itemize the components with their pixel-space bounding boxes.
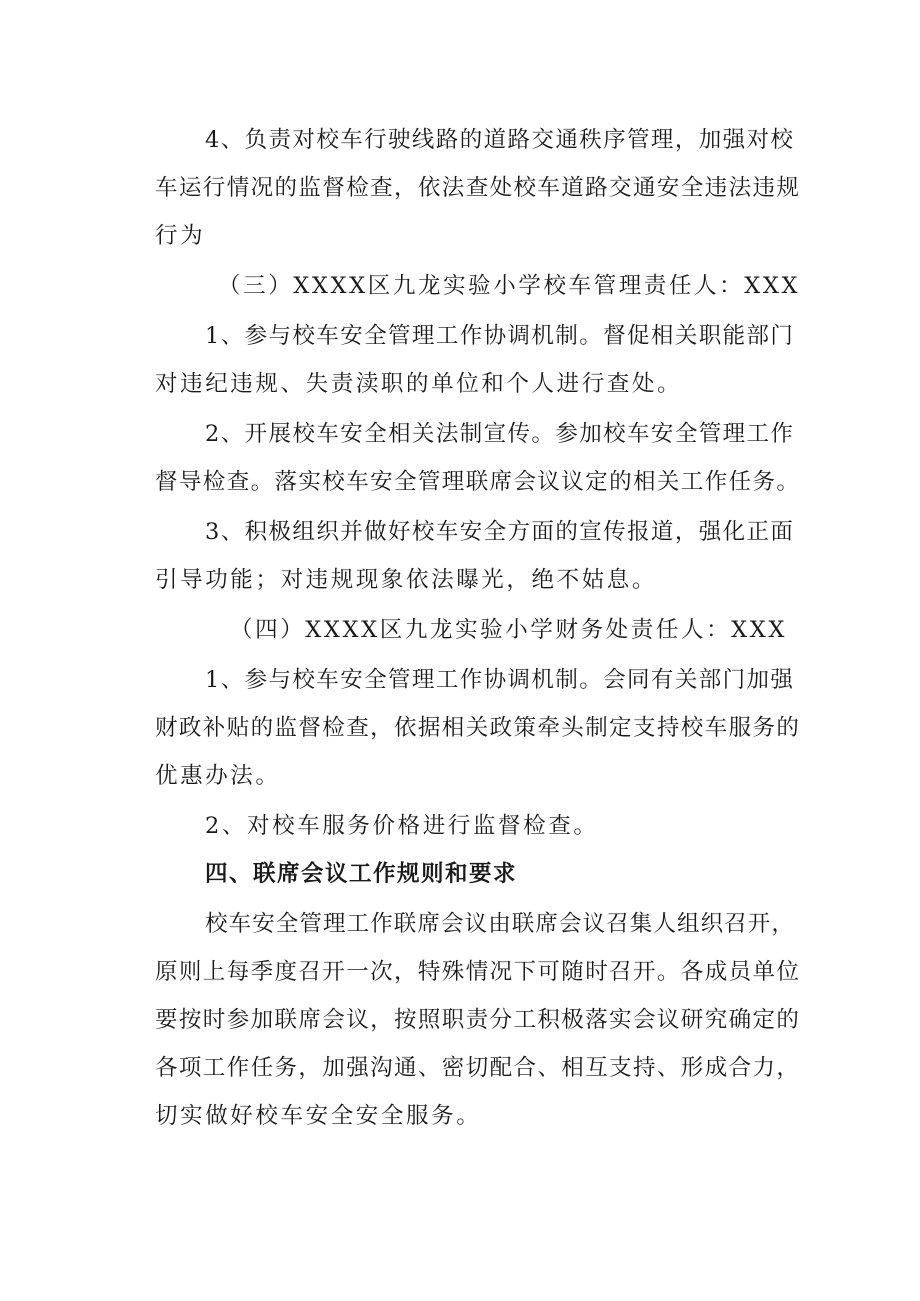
paragraph-line: 1、参与校车安全管理工作协调机制。会同有关部门加强 <box>205 667 795 693</box>
paragraph-line: 要按时参加联席会议，按照职责分工积极落实会议研究确定的 <box>155 1007 801 1033</box>
section-heading: （三）XXXX区九龙实验小学校车管理责任人：XXX <box>218 273 801 299</box>
paragraph-line: 4、负责对校车行驶线路的道路交通秩序管理，加强对校 <box>205 127 795 153</box>
paragraph-line: 引导功能；对违规现象依法曝光，绝不姑息。 <box>155 567 658 593</box>
chapter-heading: 四、联席会议工作规则和要求 <box>205 861 518 887</box>
paragraph-line: 3、积极组织并做好校车安全方面的宣传报道，强化正面 <box>205 519 795 545</box>
paragraph-line: 对违纪违规、失责渎职的单位和个人进行查处。 <box>155 371 683 397</box>
paragraph-line: 1、参与校车安全管理工作协调机制。督促相关职能部门 <box>205 323 795 349</box>
paragraph-line: 优惠办法。 <box>155 763 281 789</box>
paragraph-line: 财政补贴的监督检查，依据相关政策牵头制定支持校车服务的 <box>155 715 801 741</box>
section-heading: （四）XXXX区九龙实验小学财务处责任人：XXX <box>230 617 788 643</box>
paragraph-line: 车运行情况的监督检查，依法查处校车道路交通安全违法违规 <box>155 175 801 201</box>
paragraph-line: 各项工作任务，加强沟通、密切配合、相互支持、形成合力， <box>155 1055 801 1081</box>
paragraph-line: 校车安全管理工作联席会议由联席会议召集人组织召开， <box>205 911 796 937</box>
paragraph-line: 切实做好校车安全安全服务。 <box>155 1103 482 1129</box>
paragraph-line: 督导检查。落实校车安全管理联席会议议定的相关工作任务。 <box>155 469 801 495</box>
paragraph-line: 2、对校车服务价格进行监督检查。 <box>205 813 599 839</box>
paragraph-line: 2、开展校车安全相关法制宣传。参加校车安全管理工作 <box>205 421 795 447</box>
paragraph-line: 原则上每季度召开一次，特殊情况下可随时召开。各成员单位 <box>155 959 801 985</box>
paragraph-line: 行为 <box>155 223 206 249</box>
